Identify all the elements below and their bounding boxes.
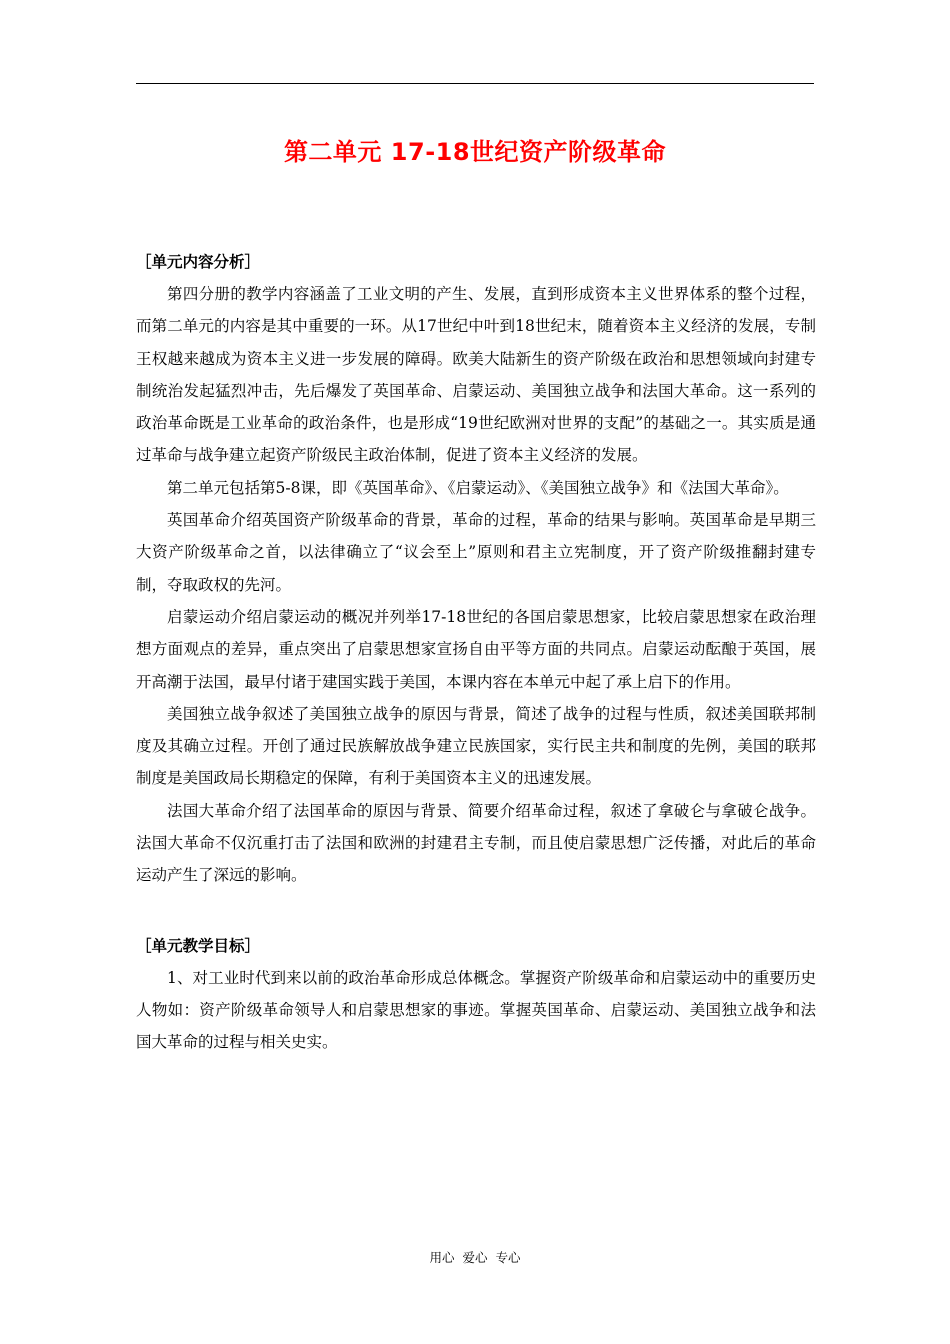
paragraph: 美国独立战争叙述了美国独立战争的原因与背景，简述了战争的过程与性质，叙述美国联邦制度及其确立过程。开创了通过民族解放战争建立民族国家，实行民主共和制度的先例，美国的联邦制度是美国政局长期稳定的保障，有利于美国资本主义的迅速发展。 [136,704,816,788]
paragraph: 启蒙运动介绍启蒙运动的概况并列举17-18世纪的各国启蒙思想家，比较启蒙思想家在政治理想方面观点的差异，重点突出了启蒙思想家宣扬自由平等方面的共同点。启蒙运动酝酿于英国，展开高潮于法国，最早付诸于建国实践于美国，本课内容在本单元中起了承上启下的作用。 [136,607,816,691]
section-spacer [136,892,816,930]
page-footer: 用心 爱心 专心 [429,1250,521,1265]
document-title: 第二单元 17-18世纪资产阶级革命 [283,138,667,166]
header-rule [136,83,814,84]
paragraph: 英国革命介绍英国资产阶级革命的背景，革命的过程，革命的结果与影响。英国革命是早期三大资产阶级革命之首，以法律确立了“议会至上”原则和君主立宪制度，开了资产阶级推翻封建专制，夺取政权的先河。 [136,511,816,594]
paragraph: 1、对工业时代到来以前的政治革命形成总体概念。掌握资产阶级革命和启蒙运动中的重要历史人物如：资产阶级革命领导人和启蒙思想家的事迹。掌握英国革命、启蒙运动、美国独立战争和法国大革命的过程与相关史实。 [136,968,816,1052]
paragraph: 第四分册的教学内容涵盖了工业文明的产生、发展，直到形成资本主义世界体系的整个过程，而第二单元的内容是其中重要的一环。从17世纪中叶到18世纪末，随着资本主义经济的发展，专制王权越来越成为资本主义进一步发展的障碍。欧美大陆新生的资产阶级在政治和思想领域向封建专制统治发起猛烈冲击，先后爆发了英国革命、启蒙运动、美国独立战争和法国大革命。这一系列的政治革命既是工业革命的政治条件，也是形成“19世纪欧洲对世界的支配”的基础之一。其实质是通过革命与战争建立起资产阶级民主政治体制，促进了资本主义经济的发展。 [136,285,816,465]
section-heading-analysis: ［单元内容分析］ [136,252,261,271]
paragraph: 第二单元包括第5-8课，即《英国革命》、《启蒙运动》、《美国独立战争》和《法国大革命》。 [167,478,789,497]
paragraph: 法国大革命介绍了法国革命的原因与背景、简要介绍革命过程，叙述了拿破仑与拿破仑战争。法国大革命不仅沉重打击了法国和欧洲的封建君主专制，而且使启蒙思想广泛传播，对此后的革命运动产生了深远的影响。 [136,801,816,885]
section-heading-goals: ［单元教学目标］ [136,935,261,955]
document-body [136,246,816,1059]
